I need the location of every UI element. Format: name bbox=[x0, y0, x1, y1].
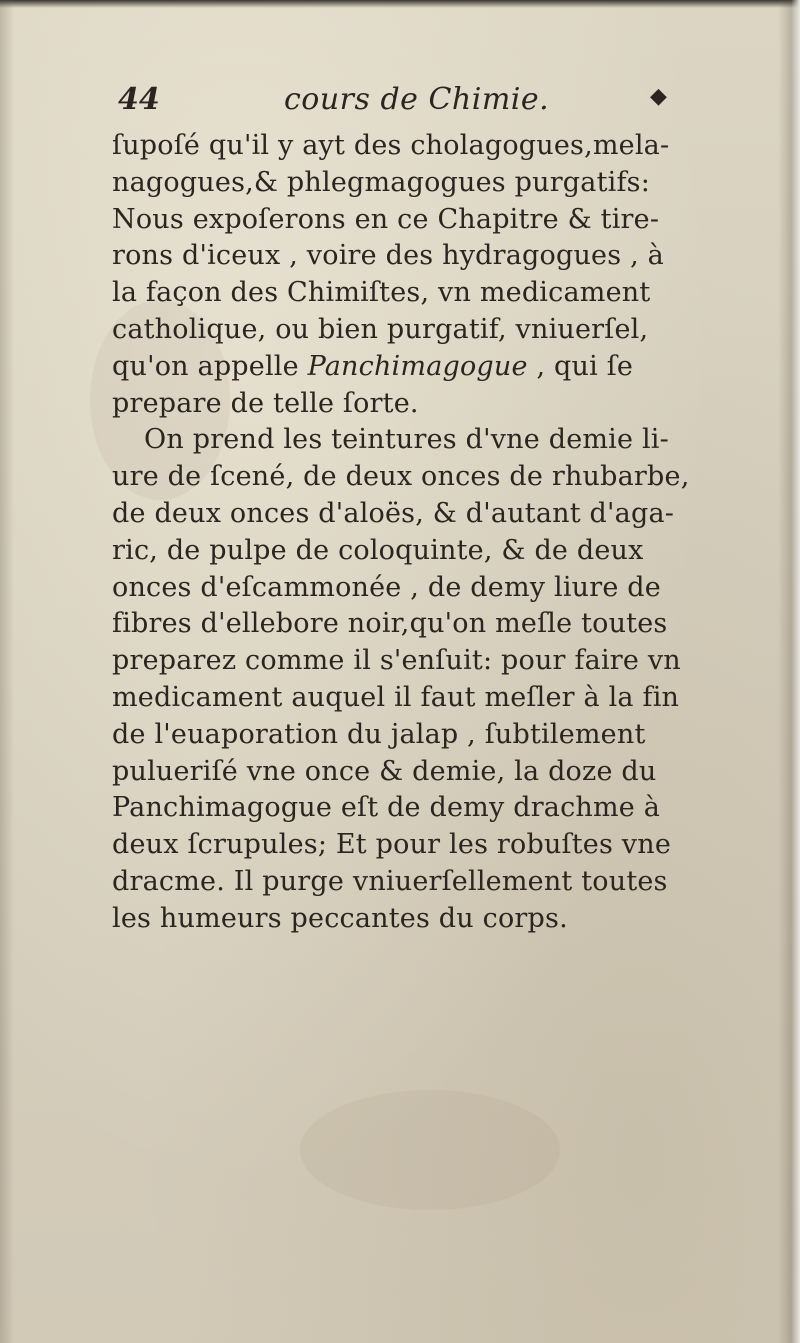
page-header bbox=[118, 78, 678, 128]
text-line: rons d'iceux , voire des hydragogues , à bbox=[112, 240, 664, 272]
page-number: 44 bbox=[118, 82, 160, 117]
text-line: pulueriſé vne once & demie, la doze du bbox=[112, 755, 657, 787]
text-line: ſupoſé qu'il y ayt des cholagogues,mela- bbox=[112, 130, 670, 161]
text-line: ric, de pulpe de coloquinte, & de deux bbox=[112, 534, 644, 566]
text-line: de deux onces d'aloës, & d'autant d'aga- bbox=[112, 497, 675, 529]
text-line bbox=[112, 349, 732, 386]
running-head: cours de Chimie. bbox=[284, 82, 550, 117]
text-line: medicament auquel il faut meſler à la fin bbox=[112, 681, 680, 713]
text-line: les humeurs peccantes du corps. bbox=[112, 902, 568, 934]
text-line: fibres d'ellebore noir,qu'on meſle toutes bbox=[112, 608, 668, 640]
remedy-name: Panchimagogue bbox=[307, 350, 528, 382]
text-line: On prend les teintures d'vne demie li- bbox=[144, 424, 669, 456]
text-line: catholique, ou bien purgatif, vniuerſel, bbox=[112, 313, 649, 345]
text-line: nagogues,& phlegmagogues purgatifs: bbox=[112, 166, 651, 198]
page-gutter-shadow bbox=[0, 0, 14, 1343]
text-line: prepare de telle ſorte. bbox=[112, 387, 419, 419]
text-line: ure de ſcené, de deux onces de rhubarbe, bbox=[112, 461, 690, 493]
text-line: la façon des Chimiſtes, vn medicament bbox=[112, 277, 651, 309]
paper-stain bbox=[300, 1090, 560, 1210]
ornament-icon: ◆ bbox=[650, 84, 667, 109]
text-segment: qu'on appelle bbox=[112, 350, 308, 382]
body-text bbox=[112, 128, 732, 938]
text-line: onces d'eſcammonée , de demy liure de bbox=[112, 571, 661, 603]
page-top-edge bbox=[0, 0, 800, 8]
text-segment: , qui ſe bbox=[527, 350, 634, 382]
text-line: Nous expoſerons en ce Chapitre & tire- bbox=[112, 203, 660, 235]
text-line: de l'euaporation du jalap , ſubtilement bbox=[112, 718, 646, 750]
page-right-edge bbox=[778, 0, 800, 1343]
text-line: Panchimagogue eſt de demy drachme à bbox=[112, 792, 661, 824]
text-line: dracme. Il purge vniuerſellement toutes bbox=[112, 865, 668, 897]
text-line: deux ſcrupules; Et pour les robuſtes vne bbox=[112, 829, 672, 861]
text-line: preparez comme il s'enſuit: pour faire vn bbox=[112, 645, 681, 677]
